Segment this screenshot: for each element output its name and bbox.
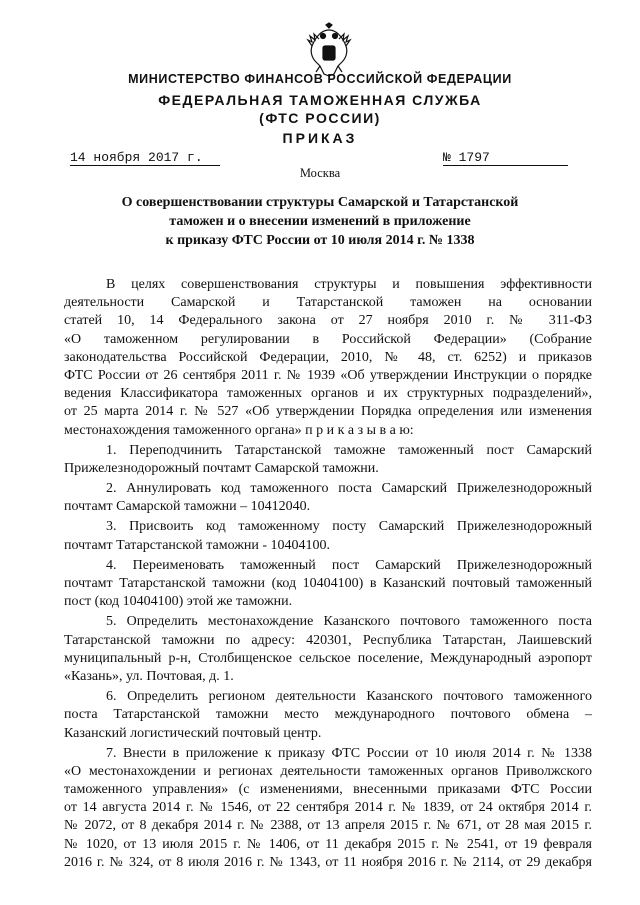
text-line: статей 10, 14 Федерального закона от 27 ноября 2010 г. № 311-ФЗ	[64, 313, 592, 329]
text-line: ведения Классификатора таможенных органов и их структурных подразделений»,	[64, 386, 592, 402]
order-date: 14 ноября 2017 г.	[70, 150, 220, 166]
coat-of-arms-emblem	[306, 22, 352, 78]
text-line: пост (код 10404100) этой же таможни.	[64, 594, 293, 610]
text-line: Казанский логистический почтовый центр.	[64, 725, 322, 741]
clause-2	[64, 480, 592, 516]
text-line: от 14 августа 2014 г. № 1546, от 22 сентября 2014 г. № 1839, от 24 октября 2014 г.	[64, 800, 592, 816]
document-type: ПРИКАЗ	[282, 130, 358, 146]
clause-6	[64, 688, 592, 743]
text-line: 6. Определить регионом деятельности Казанского почтового таможенного	[106, 689, 592, 705]
order-city: Москва	[299, 166, 341, 180]
service-name: ФЕДЕРАЛЬНАЯ ТАМОЖЕННАЯ СЛУЖБА	[158, 92, 482, 108]
preamble-paragraph	[64, 276, 592, 440]
clause-4	[64, 557, 592, 612]
clause-7	[64, 745, 592, 872]
text-line: «Казань», ул. Почтовая, д. 1.	[64, 668, 234, 684]
text-line: № 1020, от 13 июля 2015 г. № 1406, от 11 декабря 2015 г. № 2541, от 19 февраля	[64, 836, 592, 852]
text-line: 7. Внести в приложение к приказу ФТС России от 10 июля 2014 г. № 1338	[106, 745, 592, 761]
text-line: почтамт Татарстанской таможни (код 10404100) в Казанский почтовый таможенный	[64, 576, 592, 591]
text-line: таможенного управления» (с изменениями, внесенными приказами ФТС России	[64, 782, 592, 798]
order-body	[64, 276, 592, 874]
clause-3	[64, 518, 592, 554]
text-line: «О местонахождении и регионах деятельности таможенных органов Приволжского	[64, 763, 592, 779]
text-line: 2. Аннулировать код таможенного поста Самарский Прижелезнодорожный	[106, 481, 592, 497]
text-line: № 2072, от 8 декабря 2014 г. № 2388, от 13 апреля 2015 г. № 671, от 28 мая 2015 г.	[64, 818, 592, 834]
text-line: Татарстанской таможни по адресу: 420301, Республика Татарстан, Лаишевский	[64, 632, 592, 648]
text-line: муниципальный р-н, Столбищенское сельское поселение, Международный аэропорт	[64, 650, 592, 666]
text-line: почтамт Самарской таможни – 10412040.	[64, 499, 311, 515]
service-short-name: (ФТС РОССИИ)	[259, 110, 381, 126]
text-line: В целях совершенствования структуры и повышения эффективности	[106, 277, 592, 292]
text-line: от 25 марта 2014 г. № 527 «Об утверждении Порядка определения или изменения	[64, 404, 592, 420]
text-line: 3. Присвоить код таможенному посту Самарский Прижелезнодорожный	[106, 519, 592, 535]
text-line: Прижелезнодорожный почтамт Самарской таможни.	[64, 460, 379, 476]
title-line: к приказу ФТС России от 10 июля 2014 г. № 1338	[165, 233, 475, 248]
text-line: почтамт Татарстанской таможни - 10404100.	[64, 537, 331, 553]
text-line: «О таможенном регулировании в Российской Федерации» (Собрание	[64, 331, 592, 347]
text-line: местонахождения таможенного органа» п р и к а з ы в а ю:	[64, 422, 414, 438]
text-line: 2016 г. № 324, от 8 июля 2016 г. № 1343, от 11 ноября 2016 г. № 2114, от 29 декабря	[64, 854, 592, 870]
text-line: 1. Переподчинить Татарстанской таможне таможенный пост Самарский	[106, 442, 592, 458]
text-line: деятельности Самарской и Татарстанской таможен на основании	[64, 295, 592, 311]
order-title	[0, 193, 640, 250]
text-line: ФТС России от 26 сентября 2011 г. № 1939 «Об утверждении Инструкции о порядке	[64, 367, 592, 383]
title-line: О совершенствовании структуры Самарской и Татарстанской	[121, 195, 519, 210]
text-line: 4. Переименовать таможенный пост Самарский Прижелезнодорожный	[106, 557, 592, 573]
text-line: поста Татарстанской таможни место международного почтового обмена –	[64, 707, 592, 723]
ministry-name: МИНИСТЕРСТВО ФИНАНСОВ РОССИЙСКОЙ ФЕДЕРАЦИИ	[128, 72, 512, 86]
text-line: 5. Определить местонахождение Казанского почтового таможенного поста	[106, 614, 592, 630]
title-line: таможен и о внесении изменений в приложение	[169, 214, 471, 229]
text-line: законодательства Российской Федерации, 2010, № 48, ст. 6252) и приказов	[64, 349, 592, 365]
order-number: № 1797	[443, 150, 568, 166]
clause-5	[64, 613, 592, 686]
clause-1	[64, 442, 592, 478]
